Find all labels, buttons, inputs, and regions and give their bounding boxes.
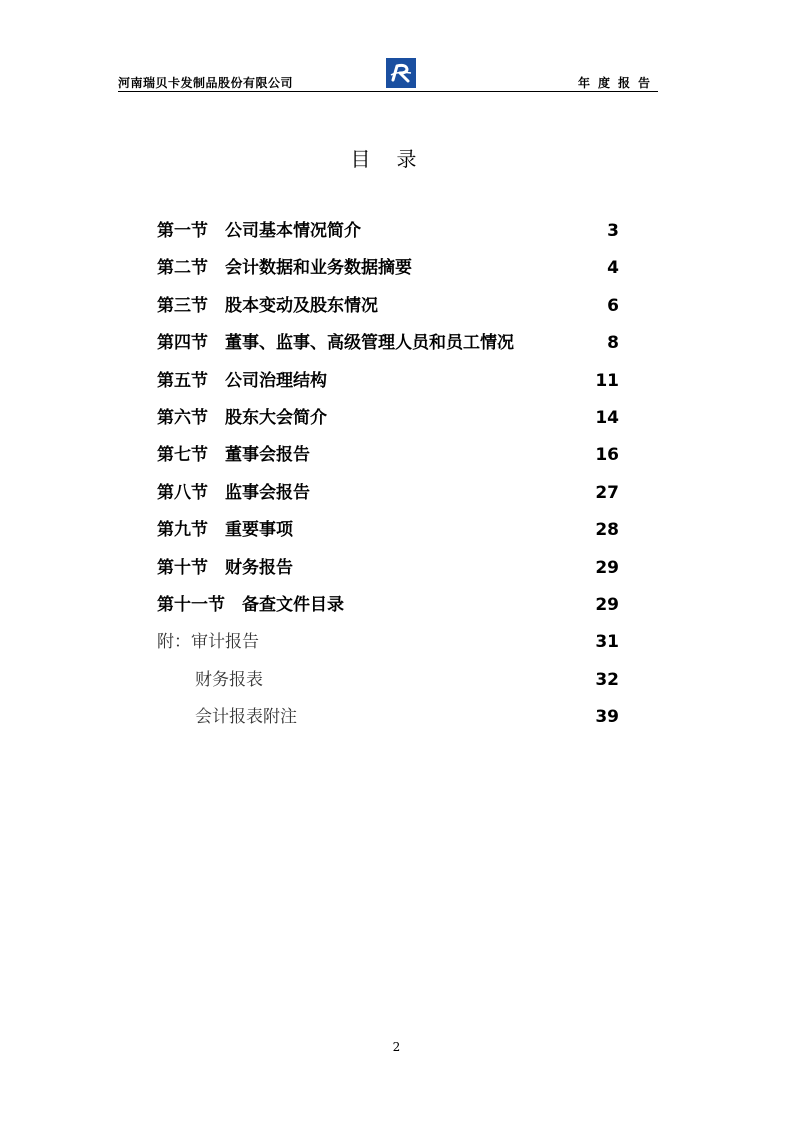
toc-entry-page: 6: [607, 295, 619, 316]
toc-entry-label: 第五节 公司治理结构: [157, 370, 327, 391]
toc-entry[interactable]: [157, 481, 619, 518]
toc-entry-label: 附：审计报告: [157, 632, 259, 653]
toc-entry[interactable]: [157, 219, 619, 256]
toc-entry-appendix[interactable]: [157, 705, 619, 742]
toc-entry-label: 第七节 董事会报告: [157, 445, 310, 466]
toc-entry[interactable]: [157, 518, 619, 555]
toc-entry[interactable]: [157, 369, 619, 406]
toc-entry-label: 第一节 公司基本情况简介: [157, 221, 361, 241]
toc-entry-label: 第三节 股本变动及股东情况: [157, 295, 378, 316]
toc-entry-page: 4: [607, 258, 619, 279]
company-logo-icon: [386, 58, 416, 88]
document-type: 年度报告: [577, 76, 658, 90]
toc-entry-label: 财务报表: [195, 669, 263, 690]
toc-entry[interactable]: [157, 443, 619, 480]
toc-entry-label: 第十节 财务报告: [157, 557, 293, 578]
toc-entry-page: 8: [607, 333, 619, 354]
toc-entry-label: 会计报表附注: [195, 707, 297, 728]
company-name: 河南瑞贝卡发制品股份有限公司: [118, 76, 294, 90]
toc-entry-label: 第十一节 备查文件目录: [157, 594, 344, 615]
toc-entry[interactable]: [157, 294, 619, 331]
toc-entry-page: 31: [595, 632, 619, 653]
toc-entry-page: 11: [595, 370, 619, 391]
toc-entry[interactable]: [157, 406, 619, 443]
toc-entry-page: 29: [595, 557, 619, 578]
toc-entry-label: 第六节 股东大会简介: [157, 407, 327, 428]
page-title: 目录: [350, 147, 443, 171]
toc-entry-label: 第九节 重要事项: [157, 520, 293, 541]
toc-entry[interactable]: [157, 593, 619, 630]
toc-entry-page: 27: [595, 482, 619, 503]
toc-entry[interactable]: [157, 556, 619, 593]
toc-entry-page: 39: [595, 707, 619, 728]
toc-entry-page: 32: [595, 669, 619, 690]
toc-entry-appendix[interactable]: [157, 668, 619, 705]
toc-entry-page: 16: [595, 445, 619, 466]
header-rule: [118, 91, 658, 92]
toc-entry-label: 第八节 监事会报告: [157, 482, 310, 503]
page-number: 2: [392, 1040, 401, 1054]
toc-entry[interactable]: [157, 331, 619, 368]
toc-entry[interactable]: [157, 256, 619, 293]
toc-entry-appendix[interactable]: [157, 630, 619, 667]
toc-entry-label: 第四节 董事、监事、高级管理人员和员工情况: [157, 333, 514, 354]
page-header: [118, 52, 658, 92]
toc-entry-page: 29: [595, 594, 619, 615]
toc-entry-page: 28: [595, 520, 619, 541]
toc-entry-page: 3: [607, 221, 619, 241]
toc-entry-label: 第二节 会计数据和业务数据摘要: [157, 258, 412, 279]
toc-entry-page: 14: [595, 407, 619, 428]
table-of-contents: [157, 219, 619, 742]
